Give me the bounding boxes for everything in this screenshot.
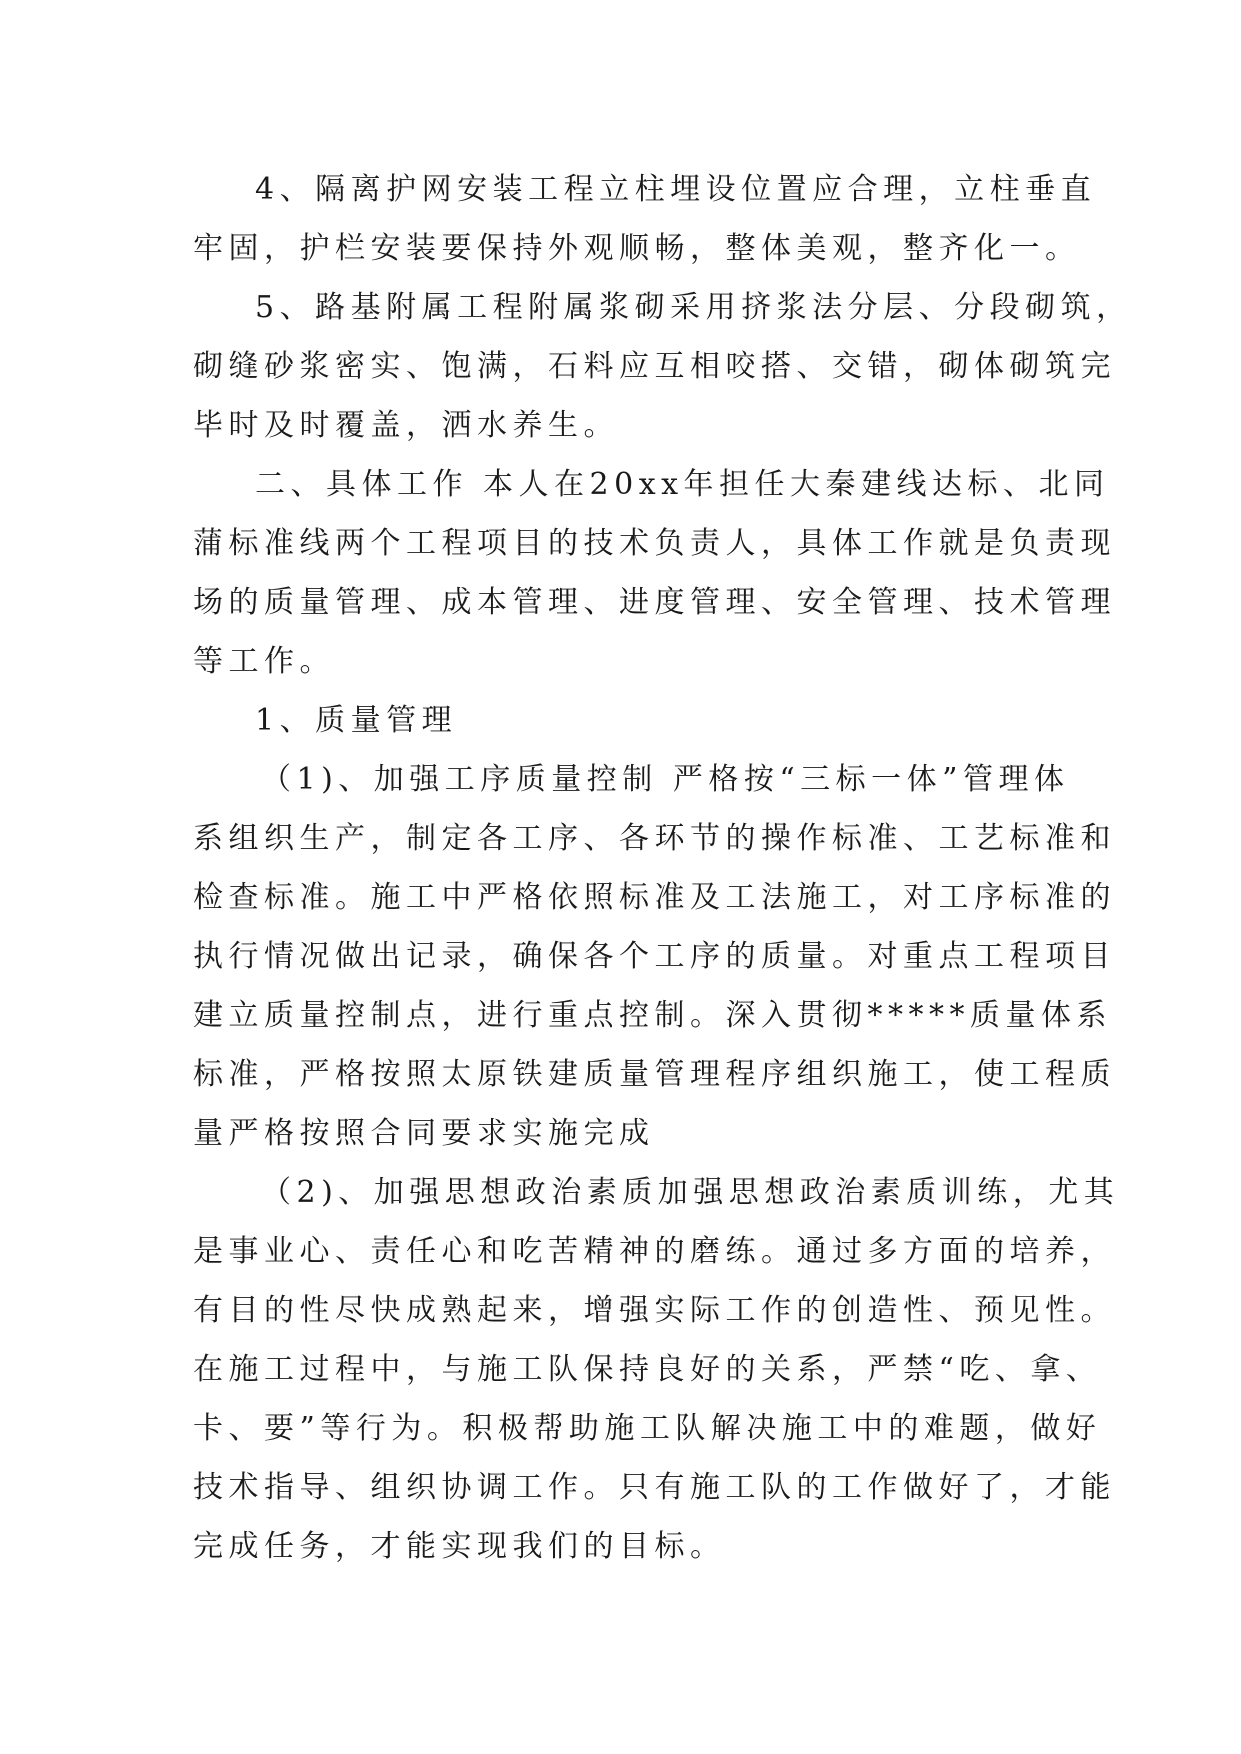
text-line: 技术指导、组织协调工作。只有施工队的工作做好了，才能 — [193, 1470, 1116, 1505]
text-line: 完成任务，才能实现我们的目标。 — [193, 1529, 726, 1564]
text-line: 是事业心、责任心和吃苦精神的磨练。通过多方面的培养， — [193, 1234, 1116, 1269]
text-line: 卡、要”等行为。积极帮助施工队解决施工中的难题，做好 — [193, 1411, 1102, 1446]
text-line: （1)、加强工序质量控制 严格按“三标一体”管理体 — [261, 762, 1070, 797]
text-line: 蒲标准线两个工程项目的技术负责人，具体工作就是负责现 — [193, 526, 1116, 561]
text-line: 有目的性尽快成熟起来，增强实际工作的创造性、预见性。 — [193, 1293, 1116, 1328]
text-line: 砌缝砂浆密实、饱满，石料应互相咬搭、交错，砌体砌筑完 — [193, 349, 1116, 384]
section-heading-line: 二、具体工作 本人在20xx年担任大秦建线达标、北同 — [255, 467, 1110, 502]
text-line: 建立质量控制点，进行重点控制。深入贯彻*****质量体系 — [193, 998, 1112, 1033]
text-line: 检查标准。施工中严格依照标准及工法施工，对工序标准的 — [193, 880, 1116, 915]
text-line: 等工作。 — [193, 644, 335, 679]
text-line: （2)、加强思想政治素质加强思想政治素质训练，尤其 — [261, 1175, 1120, 1210]
text-line: 场的质量管理、成本管理、进度管理、安全管理、技术管理 — [193, 585, 1116, 620]
text-line: 4、隔离护网安装工程立柱埋设位置应合理，立柱垂直 — [255, 172, 1097, 207]
document-body — [193, 160, 1132, 1576]
text-line: 牢固，护栏安装要保持外观顺畅，整体美观，整齐化一。 — [193, 231, 1081, 266]
text-line: 系组织生产，制定各工序、各环节的操作标准、工艺标准和 — [193, 821, 1116, 856]
text-line: 在施工过程中，与施工队保持良好的关系，严禁“吃、拿、 — [193, 1352, 1102, 1387]
text-line: 5、路基附属工程附属浆砌采用挤浆法分层、分段砌筑， — [255, 290, 1132, 325]
text-line: 标准，严格按照太原铁建质量管理程序组织施工，使工程质 — [193, 1057, 1116, 1092]
text-line: 量严格按照合同要求实施完成 — [193, 1116, 655, 1151]
subsection-heading: 1、质量管理 — [255, 703, 458, 738]
text-line: 毕时及时覆盖，洒水养生。 — [193, 408, 619, 443]
text-line: 执行情况做出记录，确保各个工序的质量。对重点工程项目 — [193, 939, 1116, 974]
